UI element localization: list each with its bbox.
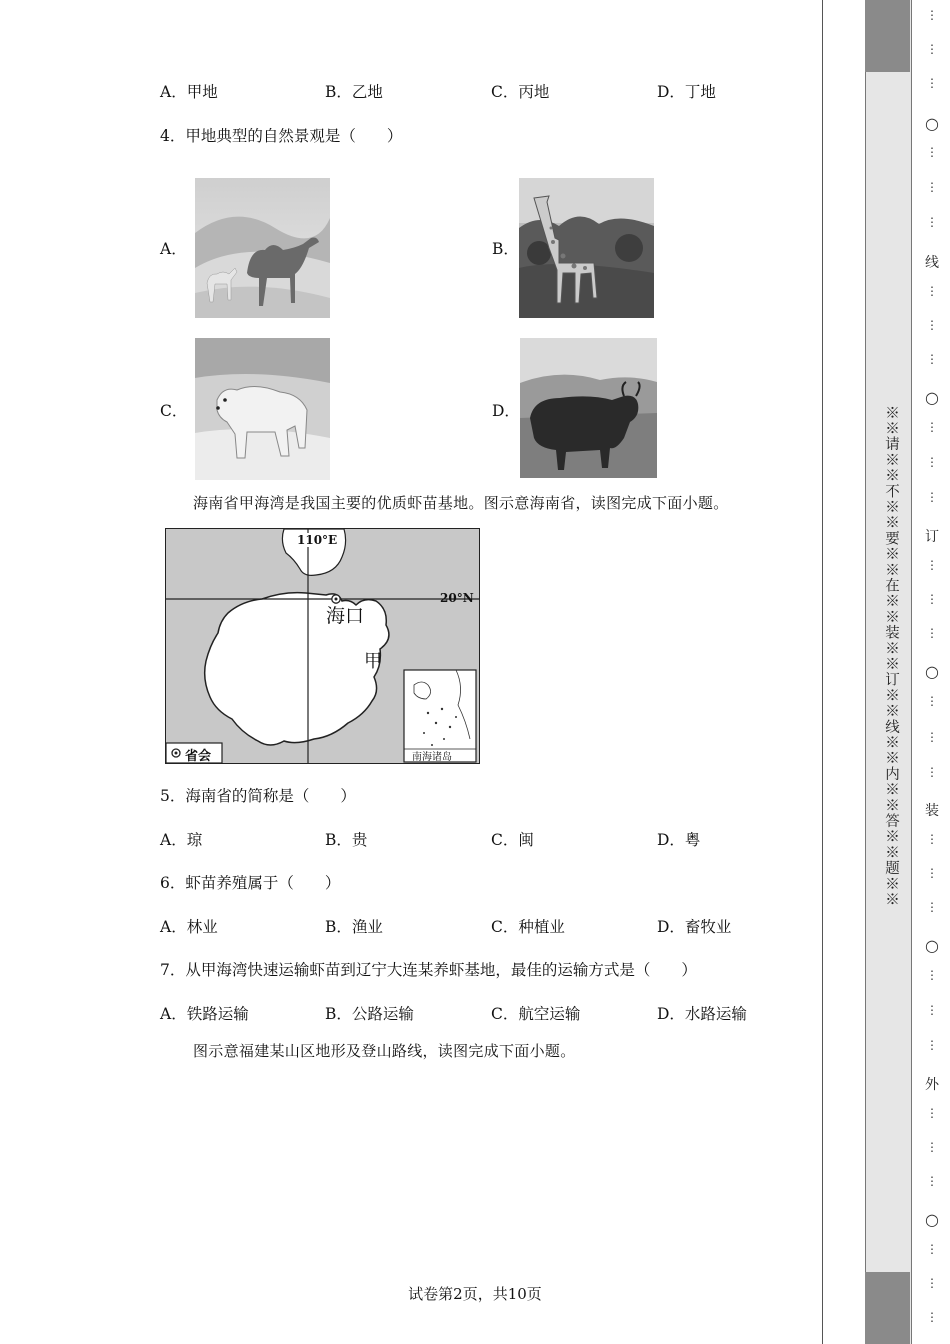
dots: ⋮ [926,765,938,779]
q7-option-d: D．水路运输 [657,1005,747,1023]
q7-option-a: A．铁路运输 [160,1005,249,1023]
dots: ⋮ [926,730,938,744]
q5-option-d: D．粤 [657,831,701,849]
dots: ⋮ [926,694,938,708]
dots: ⋮ [926,8,938,22]
q7-option-b: B．公路运输 [325,1005,414,1023]
dots: ⋮ [926,145,938,159]
q5-option-c: C．闽 [491,831,534,849]
dots: ⋮ [926,1174,938,1188]
dots: ⋮ [926,42,938,56]
q6-option-c: C．种植业 [491,918,565,936]
dots: ⋮ [926,180,938,194]
q4-label-c: C． [160,402,188,420]
q6-option-a: A．林业 [160,918,218,936]
dots: ⋮ [926,1140,938,1154]
no-answer-warning: ※※请※※不※※要※※在※※装※※订※※线※※内※※答※※题※※ [883,405,899,908]
binding-circle: ○ [925,936,939,955]
q4-stem: 4．甲地典型的自然景观是（ ） [160,127,403,145]
intro-fujian: 图示意福建某山区地形及登山路线，读图完成下面小题。 [193,1042,576,1060]
dots: ⋮ [926,455,938,469]
dots: ⋮ [926,215,938,229]
dots: ⋮ [926,592,938,606]
binding-circle: ○ [925,388,939,407]
margin-border-line [822,0,823,1344]
q3-option-b: B．乙地 [325,83,383,101]
inset-label: 南海诸岛 [412,752,452,763]
q4-label-b: B． [492,240,519,258]
q3-option-a: A．甲地 [160,83,218,101]
dots: ⋮ [926,866,938,880]
dots: ⋮ [926,832,938,846]
dots: ⋮ [926,1310,938,1324]
q6-option-d: D．畜牧业 [657,918,732,936]
binding-strip-bottom-cap [865,1272,910,1344]
binding-circle: ○ [925,114,939,133]
q4-label-d: D． [492,402,520,420]
dots: ⋮ [926,318,938,332]
city-label-haikou: 海口 [326,605,365,627]
q3-option-d: D．丁地 [657,83,716,101]
hainan-map [165,528,480,764]
dots: ⋮ [926,76,938,90]
bay-label-jia: 甲 [364,651,382,672]
dots: ⋮ [926,490,938,504]
dots: ⋮ [926,420,938,434]
polar-bear-image [195,338,330,480]
binding-word-ding: 订 [925,529,939,545]
dots: ⋮ [926,1038,938,1052]
binding-word-zhuang: 装 [925,803,939,819]
intro-hainan: 海南省甲海湾是我国主要的优质虾苗基地。图示意海南省，读图完成下面小题。 [193,494,729,512]
dots: ⋮ [926,968,938,982]
q5-option-b: B．贵 [325,831,368,849]
dots: ⋮ [926,1242,938,1256]
dots: ⋮ [926,558,938,572]
binding-dots-column [922,0,942,1344]
q6-stem: 6．虾苗养殖属于（ ） [160,874,341,892]
camel-desert-image [195,178,330,318]
dots: ⋮ [926,1106,938,1120]
legend-label: 省会 [185,749,212,764]
binding-word-wai: 外 [925,1077,939,1093]
dots: ⋮ [926,1276,938,1290]
binding-circle: ○ [925,662,939,681]
binding-circle: ○ [925,1210,939,1229]
dots: ⋮ [926,900,938,914]
binding-strip-top-cap [865,0,910,72]
binding-word-xian: 线 [925,255,939,271]
q7-stem: 7．从甲海湾快速运输虾苗到辽宁大连某养虾基地，最佳的运输方式是（ ） [160,961,697,979]
q5-stem: 5．海南省的简称是（ ） [160,787,356,805]
q7-option-c: C．航空运输 [491,1005,581,1023]
yak-grassland-image [520,338,657,478]
dots: ⋮ [926,1003,938,1017]
latitude-label: 20°N [440,591,474,605]
q6-option-b: B．渔业 [325,918,383,936]
q5-option-a: A．琼 [160,831,203,849]
dots: ⋮ [926,284,938,298]
giraffe-savanna-image [519,178,654,318]
page-footer: 试卷第2页，共10页 [408,1285,542,1303]
q4-label-a: A． [160,240,187,258]
longitude-label: 110°E [297,533,338,547]
q3-option-c: C．丙地 [491,83,550,101]
dots: ⋮ [926,626,938,640]
dots: ⋮ [926,352,938,366]
